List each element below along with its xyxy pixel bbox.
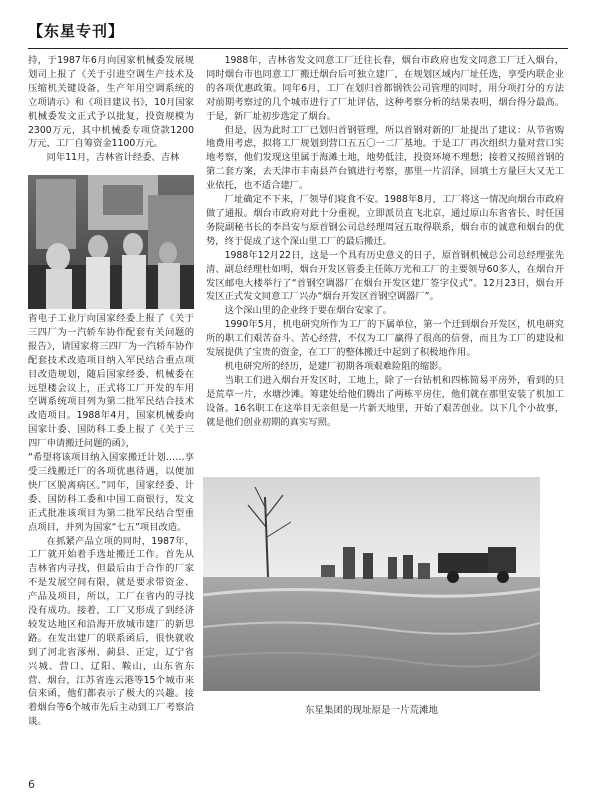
wasteland-site-photo xyxy=(203,477,540,691)
paragraph: 但是，因为此时工厂已划归首钢管理，所以首钢对新的厂址提出了建议：从节省购地费用考虑，拟将工厂规划到营口五五〇一二厂基地。于是工厂再次组织力量对营口实地考察，他们发现这里属于海滩土地，地势低洼，投资环境不理想；接着又按照首钢的第二套方案，去天津市丰南县芦台镇进行考察，那里一片沼泽，回填土方量巨大又无工业依托，也不适合建厂。 xyxy=(206,124,564,192)
photo-caption: 东星集团的现址原是一片荒滩地 xyxy=(304,705,438,716)
paragraph: 当职工们进入烟台开发区时，工地上，除了一台钻机和四栋简易平房外，看到的只是荒草一片，水塘沙滩。筹建处给他们腾出了两栋平房住，他们就在那里安装了机加工设备。16名职工在这举目无亲但是一片新天地里，开始了艰苦创业。以下几个小故事，就是他们创业初期的真实写照。 xyxy=(206,374,564,428)
paragraph: 这个深山里的企业终于要在烟台安家了。 xyxy=(224,305,392,317)
factory-workers-photo xyxy=(28,175,194,309)
paragraph: 1988年12月22日，这是一个具有历史意义的日子，原首钢机械总公司总经理张先清、副总经理杜如明，烟台开发区管委主任陈万光和工厂的主要领导60多人，在烟台开发区邮电大楼举行了“首钢空调器厂在烟台开发区建厂签字仪式”。12月23日，烟台开发区正式发文同意工厂兴办“烟台开发区首钢空调器厂”。 xyxy=(206,249,564,303)
left-column-top xyxy=(28,54,194,165)
paragraph: 厂址确定不下来，厂领导们寝食不安。1988年8月，工厂将这一情况向烟台市政府做了通报。烟台市政府对此十分重视，立即派员直飞北京，通过原山东省省长、时任国务院副秘书长的李昌安与原首钢公司总经理周冠五取得联系，烟台市的诚意和烟台的优势，终于促成了这个深山里工厂的最后搬迁。 xyxy=(206,194,564,247)
section-title: 【东星专刊】 xyxy=(28,22,125,40)
factory-workers-image xyxy=(28,175,194,309)
paragraph: 省电子工业厅向国家经委上报了《关于三四厂为一汽轿车协作配套有关问题的报告》，请国家将三四厂为一汽轿车协作配套技术改造项目纳入军民结合重点项目改造规划，随后国家经委、机械委在远望楼会议上，正式将工厂开发的车用空调系统项目列为第二批军民结合技术改造项目。1988年4月，国家机械委向国家计委、国防科工委上报了《关于三四厂申请搬迁问题的函》， xyxy=(28,313,194,450)
page-header xyxy=(28,14,568,49)
page-number: 6 xyxy=(28,778,35,791)
paragraph: 在抓紧产品立项的同时，1987年，工厂就开始着手选址搬迁工作。首先从吉林省内寻找，但最后由于合作的厂家不是发展空间有限，就是要求带资金、产品及项目，所以，工厂在省内的寻找没有成功。接着，工厂又形成了到经济较发达地区和沿海开放城市建厂的新思路。在发出建厂的联系函后，很快就收到了河北省涿州、蓟县、正定，辽宁省兴城、营口、辽阳、鞍山，山东省东营、烟台，江苏省连云港等15个城市来信来函，他们都表示了极大的兴趣。接着烟台等6个城市先后主动到工厂考察洽谈。 xyxy=(28,535,194,728)
right-column xyxy=(206,54,564,429)
wasteland-site-image xyxy=(203,477,540,691)
left-column-middle xyxy=(28,312,194,729)
paragraph: “希望将该项目纳入国家搬迁计划……享受三线搬迁厂的各项优惠待遇，以便加快厂区脱离病区。”同年，国家经委、计委、国防科工委和中国工商银行，发文正式批准该项目为第二批军民结合型重点项目，并列为国家“七五”项目改造。 xyxy=(28,452,194,533)
paragraph: 机电研究所的经历，是建厂初期各项艰难险阻的缩影。 xyxy=(224,360,448,372)
paragraph: 1990年5月，机电研究所作为工厂的下属单位，第一个迁到烟台开发区，机电研究所的职工们艰苦奋斗、苦心经营，不仅为工厂赢得了很高的信誉，而且为工厂的建设和发展提供了宝贵的资金，在工厂的整体搬迁中起到了积极地作用。 xyxy=(206,319,564,359)
paragraph: 持，于1987年6月向国家机械委发展规划司上报了《关于引进空调生产技术及压缩机关键设备，生产年用空调系统的立项请示》和《项目建议书》，10月国家机械委发文正式予以批复，投资规模为2300万元，其中机械委专项贷款1200万元，工厂自筹资金1100万元。 xyxy=(28,55,194,150)
paragraph: 同年11月，吉林省计经委、吉林 xyxy=(46,152,180,164)
paragraph: 1988年，吉林省发文同意工厂迁往长春，烟台市政府也发文同意工厂迁入烟台，同时烟台市也同意工厂搬迁烟台后可独立建厂，在规划区域内厂址任选，享受内联企业的各项优惠政策。同年6月，工厂在划归首都钢铁公司管理的同时，用分项打分的方法对前期考察过的几个城市进行了厂址评估，这种考察分析的结果表明，烟台得分最高。于是，新厂址初步选定了烟台。 xyxy=(206,55,564,122)
